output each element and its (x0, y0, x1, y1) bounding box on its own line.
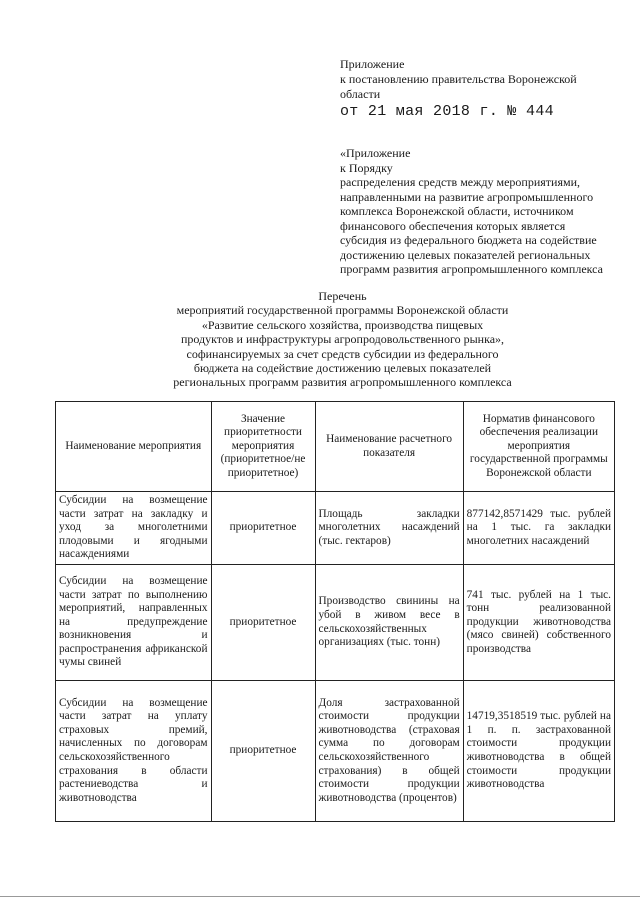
cell-indicator: Производство свинины на убой в живом весе в сельскохозяйственных организациях (тыс. тонн) (315, 565, 463, 681)
order-annex-header (340, 146, 610, 277)
cell-priority: приоритетное (211, 492, 315, 565)
header-priority: Значение приоритетности мероприятия (приоритетное/не приоритетное) (211, 402, 315, 492)
measures-table (55, 401, 615, 822)
title-line: софинансируемых за счет средств субсидии из федерального (186, 346, 499, 361)
cell-indicator: Площадь закладки многолетних насаждений (тыс. гектаров) (315, 492, 463, 565)
table-row (56, 681, 615, 822)
cell-measure-name: Субсидии на возмещение части затрат на уплату страховых премий, начисленных по договорам сельскохозяйственного страхования в области растениеводства и животноводства (56, 681, 212, 822)
annex-region: области (340, 87, 381, 101)
title-line: региональных программ развития агропромышленного комплекса (173, 375, 512, 390)
order-annex-line: к Порядку (340, 160, 393, 175)
cell-priority: приоритетное (211, 681, 315, 822)
annex-header (340, 57, 620, 102)
decree-number: от 21 мая 2018 г. № 444 (340, 103, 554, 120)
cell-norm: 741 тыс. рублей на 1 тыс. тонн реализованной продукции животноводства (мясо свиней) собственного производства (463, 565, 614, 681)
title-line: «Развитие сельского хозяйства, производства пищевых (201, 317, 484, 332)
annex-title: Приложение (340, 57, 405, 71)
header-measure-name: Наименование мероприятия (56, 402, 212, 492)
header-norm: Норматив финансового обеспечения реализации мероприятия государственной программы Воронежской области (463, 402, 614, 492)
table-row (56, 492, 615, 565)
order-annex-line: «Приложение (340, 146, 411, 160)
order-annex-line: субсидия из федерального бюджета на содействие (340, 233, 597, 247)
cell-indicator: Доля застрахованной стоимости продукции животноводства (страховая сумма по договорам сельскохозяйственного страхования) в общей стоимости продукции животноводства (процентов) (315, 681, 463, 822)
cell-measure-name: Субсидии на возмещение части затрат на закладку и уход за многолетними плодовыми и ягодными насаждениями (56, 492, 212, 565)
title-line: Перечень (318, 289, 367, 303)
order-annex-line: финансового обеспечения которых является (340, 218, 566, 233)
table-row (56, 565, 615, 681)
document-title (140, 289, 545, 390)
title-line: продуктов и инфраструктуры агропродовольственного рынка», (180, 332, 505, 347)
order-annex-line: достижению целевых показателей региональных (340, 247, 591, 262)
cell-norm: 877142,8571429 тыс. рублей на 1 тыс. га закладки многолетних насаждений (463, 492, 614, 565)
order-annex-line: направленными на развитие агропромышленного (340, 189, 594, 204)
title-line: бюджета на содействие достижению целевых показателей (193, 361, 492, 376)
cell-priority: приоритетное (211, 565, 315, 681)
order-annex-line: комплекса Воронежской области, источником (340, 204, 574, 218)
order-annex-line: программ развития агропромышленного комплекса (340, 262, 603, 276)
order-annex-line: распределения средств между мероприятиями, (340, 175, 580, 189)
cell-norm: 14719,3518519 тыс. рублей на 1 п. п. застрахованной стоимости продукции животноводства в общей стоимости продукции животноводства (463, 681, 614, 822)
header-indicator: Наименование расчетного показателя (315, 402, 463, 492)
table-header-row (56, 402, 615, 492)
cell-measure-name: Субсидии на возмещение части затрат по выполнению мероприятий, направленных на предупреждение возникновения и распространения африканской чумы свиней (56, 565, 212, 681)
page-bottom-divider (0, 896, 640, 897)
title-line: мероприятий государственной программы Воронежской области (176, 303, 509, 318)
annex-reference: к постановлению правительства Воронежской (340, 72, 577, 86)
